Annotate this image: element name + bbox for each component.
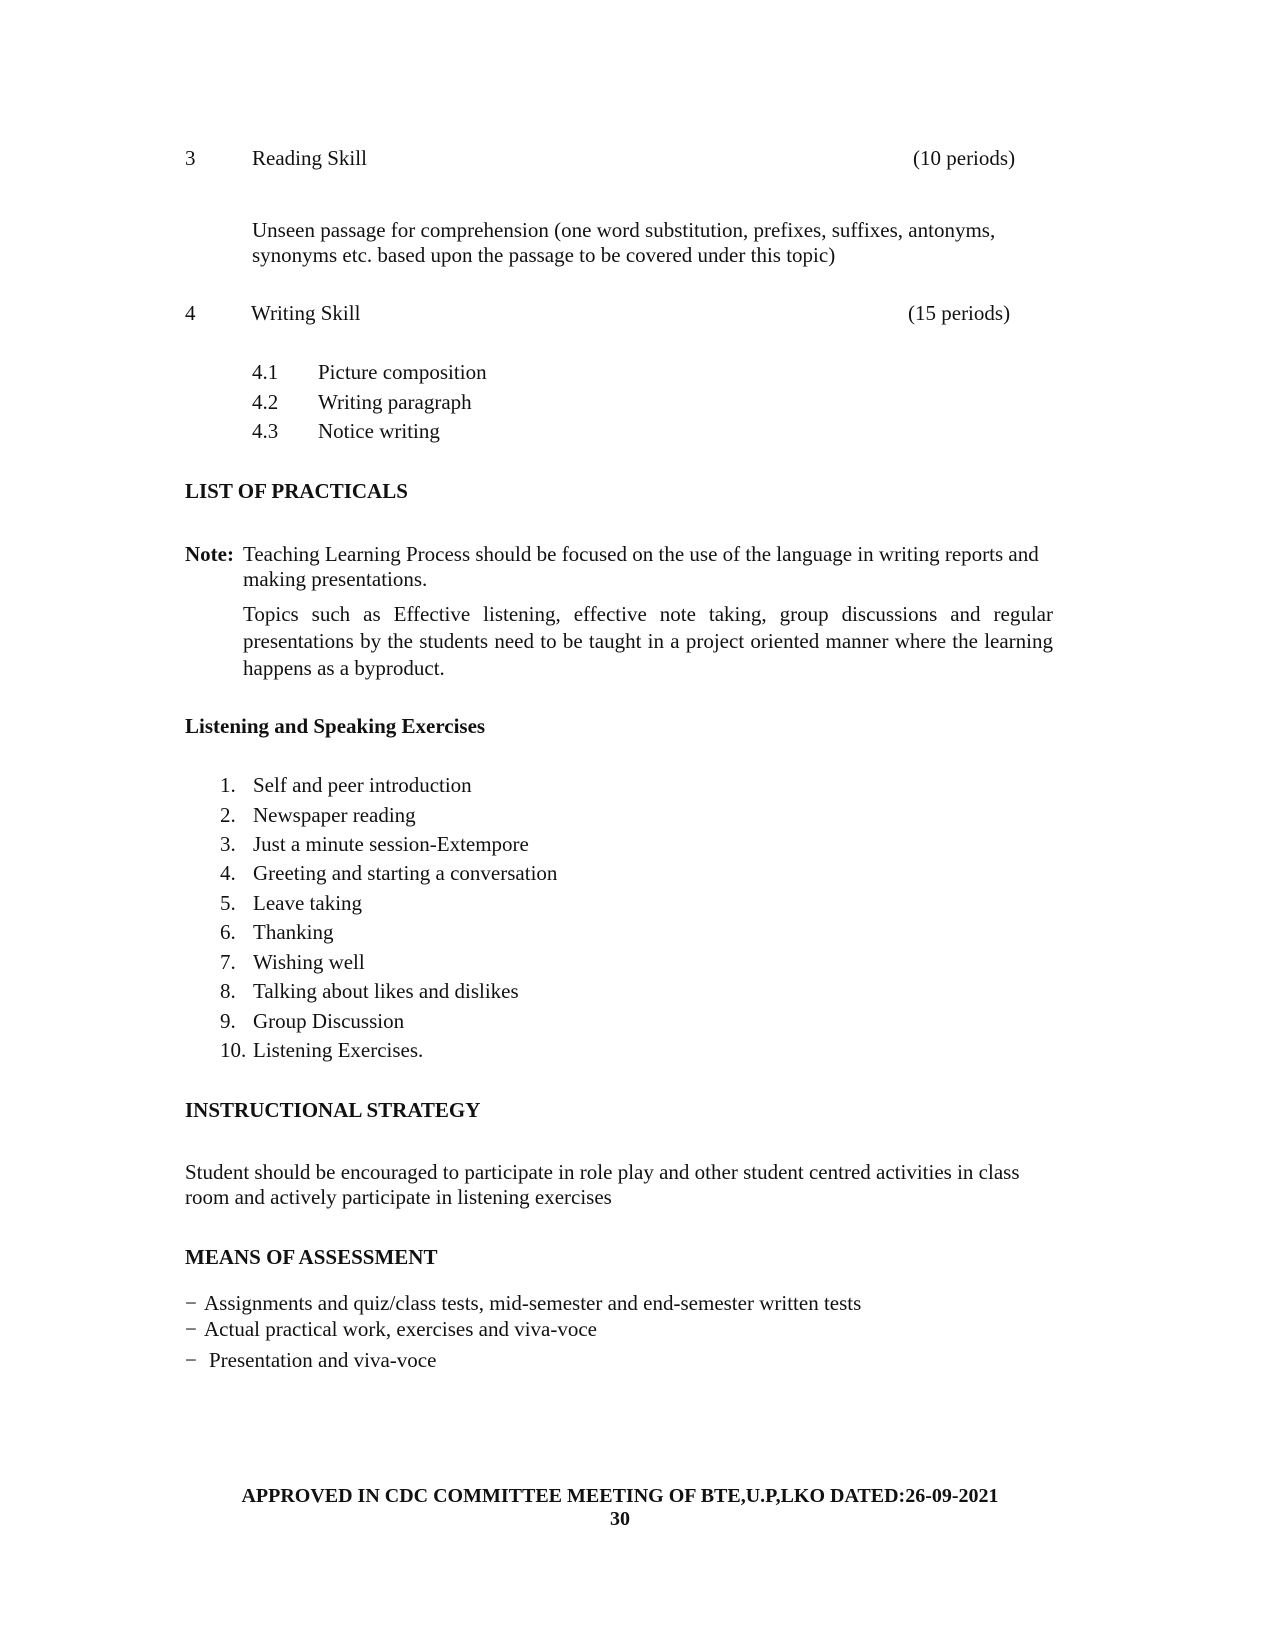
- assessment-bullet: −: [185, 1317, 197, 1341]
- writing-item-number: 4.1: [252, 360, 279, 384]
- writing-item-text: Picture composition: [318, 360, 487, 384]
- exercise-text: Newspaper reading: [253, 803, 416, 827]
- exercise-number: 10.: [220, 1038, 247, 1062]
- reading-section-description: Unseen passage for comprehension (one word substitution, prefixes, suffixes, antonyms, synonyms etc. based upon the passage to be covered under this topic): [252, 218, 996, 267]
- writing-item-number: 4.3: [252, 419, 279, 443]
- exercise-number: 7.: [220, 950, 236, 974]
- reading-section-title: Reading Skill: [252, 146, 367, 170]
- exercise-text: Wishing well: [253, 950, 365, 974]
- exercise-number: 3.: [220, 832, 236, 856]
- note-text: Teaching Learning Process should be focused on the use of the language in writing reports and making presentations.: [243, 542, 1039, 591]
- exercise-number: 2.: [220, 803, 236, 827]
- listening-heading: Listening and Speaking Exercises: [185, 714, 486, 738]
- note-label: Note:: [185, 542, 234, 566]
- exercise-text: Group Discussion: [253, 1009, 405, 1033]
- exercise-number: 4.: [220, 861, 236, 885]
- exercise-number: 9.: [220, 1009, 236, 1033]
- exercise-number: 5.: [220, 891, 236, 915]
- page-number: 30: [610, 1508, 630, 1530]
- assessment-item: Assignments and quiz/class tests, mid-semester and end-semester written tests: [204, 1291, 862, 1315]
- assessment-item: Actual practical work, exercises and viva-voce: [204, 1317, 597, 1341]
- exercise-number: 8.: [220, 979, 236, 1003]
- exercise-number: 6.: [220, 920, 236, 944]
- exercise-text: Self and peer introduction: [253, 773, 472, 797]
- exercise-text: Greeting and starting a conversation: [253, 861, 558, 885]
- assessment-item: Presentation and viva-voce: [209, 1348, 437, 1372]
- topics-text: Topics such as Effective listening, effective note taking, group discussions and regular presentations by the students need to be taught in a project oriented manner where the learning happens as a byproduct.: [243, 602, 1053, 680]
- writing-item-number: 4.2: [252, 390, 279, 414]
- writing-section-periods: (15 periods): [908, 301, 1011, 325]
- writing-item-text: Writing paragraph: [318, 390, 472, 414]
- writing-section-number: 4: [185, 301, 196, 325]
- writing-section-title: Writing Skill: [251, 301, 361, 325]
- exercise-text: Just a minute session-Extempore: [253, 832, 529, 856]
- exercise-text: Listening Exercises.: [253, 1038, 424, 1062]
- instructional-text: Student should be encouraged to participate in role play and other student centred activities in class room and actively participate in listening exercises: [185, 1160, 1020, 1209]
- exercise-number: 1.: [220, 773, 236, 797]
- assessment-bullet: −: [185, 1291, 197, 1315]
- reading-section-periods: (10 periods): [913, 146, 1016, 170]
- footer-approval: APPROVED IN CDC COMMITTEE MEETING OF BTE,U.P,LKO DATED:26-09-2021: [241, 1485, 999, 1507]
- practicals-heading: LIST OF PRACTICALS: [185, 479, 408, 503]
- assessment-bullet: −: [185, 1348, 197, 1372]
- reading-section-number: 3: [185, 146, 196, 170]
- exercise-text: Leave taking: [253, 891, 363, 915]
- instructional-heading: INSTRUCTIONAL STRATEGY: [185, 1098, 481, 1122]
- exercise-text: Talking about likes and dislikes: [253, 979, 519, 1003]
- exercise-text: Thanking: [253, 920, 334, 944]
- writing-item-text: Notice writing: [318, 419, 440, 443]
- assessment-heading: MEANS OF ASSESSMENT: [185, 1245, 438, 1269]
